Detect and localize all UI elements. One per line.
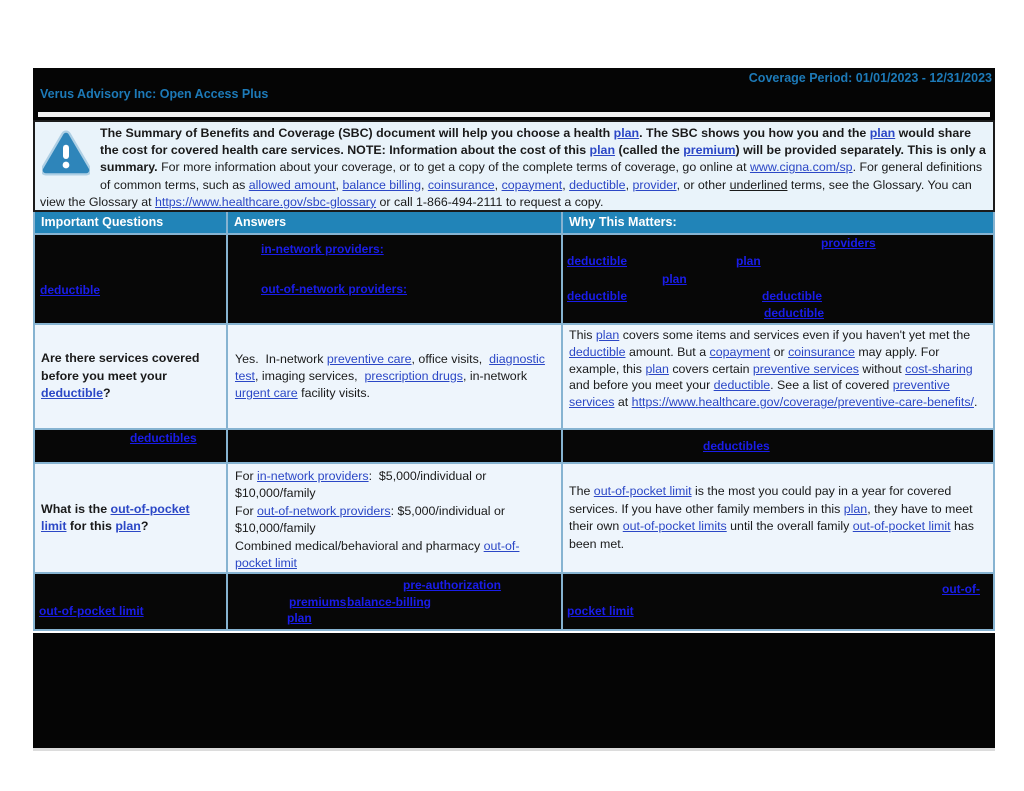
inline-link[interactable]: deductible <box>41 386 103 401</box>
row3-matters-cell <box>563 430 995 464</box>
text-segment: What is the <box>41 501 111 516</box>
text-segment: Are there services covered before you meet your <box>41 351 200 383</box>
text-segment: , <box>420 177 428 192</box>
row2-question-text <box>35 350 226 403</box>
text-segment: . The SBC shows you how you and the <box>639 126 870 140</box>
text-segment: without <box>858 361 906 376</box>
inline-link[interactable]: allowed amount <box>248 177 336 192</box>
text-segment: underlined <box>729 177 788 192</box>
balance-billing-link[interactable]: balance-billing <box>347 595 432 609</box>
text-segment: : $5,000/individual or $10,000/family <box>235 469 487 501</box>
text-segment: (called the <box>615 143 684 158</box>
column-header-why-this-matters: Why This Matters: <box>563 212 995 235</box>
intro-paragraph <box>35 122 993 211</box>
inline-link[interactable]: copayment <box>501 177 563 192</box>
text-segment: facility visits. <box>297 386 370 401</box>
inline-link[interactable]: cost-sharing <box>905 361 973 376</box>
text-segment: ? <box>102 386 111 401</box>
text-segment: , <box>562 177 570 192</box>
text-segment: until the overall family <box>726 519 853 533</box>
inline-link[interactable]: preventive services <box>569 378 950 410</box>
row5-matters-cell <box>563 574 995 631</box>
warning-icon <box>42 127 90 179</box>
inline-link[interactable]: plan <box>645 361 669 376</box>
out-of-pocket-limit-link-part1[interactable]: out-of- <box>942 582 980 596</box>
text-segment: has been met. <box>569 519 974 551</box>
coverage-period-text: Coverage Period: 01/01/2023 - 12/31/2023 <box>748 71 992 85</box>
plan-link[interactable]: plan <box>736 254 761 268</box>
out-of-pocket-limit-link[interactable]: out-of-pocket limit <box>39 604 144 618</box>
text-segment: ? <box>140 519 149 533</box>
deductible-link[interactable]: deductible <box>567 254 628 268</box>
inline-link[interactable]: urgent care <box>235 386 298 401</box>
inline-link[interactable]: plan <box>589 143 616 158</box>
header-divider-rule <box>38 112 990 117</box>
text-segment: covers certain <box>668 361 753 376</box>
row2-matters-text <box>563 325 993 411</box>
document-header-bar <box>33 68 995 120</box>
text-segment: The <box>569 484 594 498</box>
text-segment: covers some items and services even if you haven't yet met the <box>619 328 971 342</box>
text-segment: , <box>625 177 633 192</box>
row4-matters-cell <box>563 464 995 574</box>
redacted-block <box>33 633 995 751</box>
row3-question-cell <box>35 430 228 464</box>
text-segment: , imaging services, <box>254 368 365 383</box>
pre-authorization-link[interactable]: pre-authorization <box>403 578 501 592</box>
text-segment: for this <box>66 519 116 533</box>
text-segment: . For general definitions of common terms, such as <box>100 160 983 192</box>
row3-answer-cell <box>228 430 563 464</box>
out-of-pocket-limit-link-part2[interactable]: pocket limit <box>567 604 634 618</box>
inline-link[interactable]: premium <box>683 143 736 158</box>
text-segment: , in-network <box>462 368 528 383</box>
inline-link[interactable]: plan <box>115 519 141 533</box>
text-segment: terms, see the Glossary. You can view the Glossary at <box>40 177 972 209</box>
inline-link[interactable]: out-of-pocket limit <box>235 538 520 571</box>
row5-answer-cell <box>228 574 563 631</box>
text-segment: would share the cost for covered health care services. NOTE: Information about the cost of this <box>100 126 971 158</box>
inline-link[interactable]: https://www.healthcare.gov/coverage/preventive-care-benefits/ <box>631 395 974 410</box>
text-segment: Yes. In-network <box>235 351 327 366</box>
inline-link[interactable]: www.cigna.com/sp <box>749 160 853 175</box>
row1-answer-cell <box>228 235 563 325</box>
row1-matters-cell <box>563 235 995 325</box>
column-header-important-questions: Important Questions <box>35 212 228 235</box>
row4-answer-cell <box>228 464 563 574</box>
inline-link[interactable]: deductible <box>713 378 771 393</box>
text-segment: Combined medical/behavioral and pharmacy <box>235 538 484 553</box>
text-segment: : $5,000/individual or $10,000/family <box>235 503 505 536</box>
text-segment: , <box>494 177 502 192</box>
inline-link[interactable]: out-of-pocket limit <box>852 519 951 533</box>
text-segment: may apply. For example, this <box>569 344 940 376</box>
plan-link[interactable]: plan <box>287 611 312 625</box>
text-segment: , <box>335 177 343 192</box>
inline-link[interactable]: https://www.healthcare.gov/sbc-glossary <box>155 194 377 209</box>
deductible-link[interactable]: deductible <box>764 306 825 320</box>
text-segment: at <box>614 395 632 410</box>
in-network-providers-link[interactable]: in-network providers: <box>261 242 384 256</box>
text-segment: or <box>770 344 789 359</box>
inline-link[interactable]: out-of-pocket limit <box>593 484 692 498</box>
inline-link[interactable]: preventive care <box>326 351 412 366</box>
inline-link[interactable]: out-of-network providers <box>257 503 391 518</box>
text-segment: amount. But a <box>625 344 710 359</box>
inline-link[interactable]: balance billing <box>342 177 421 192</box>
deductible-link[interactable]: deductible <box>762 289 823 303</box>
row4-answer-text <box>228 464 561 572</box>
row2-answer-text <box>228 351 561 403</box>
benefits-table <box>33 212 995 631</box>
inline-link[interactable]: provider <box>632 177 677 192</box>
column-header-answers: Answers <box>228 212 563 235</box>
row1-question-cell <box>35 235 228 325</box>
row5-question-cell <box>35 574 228 631</box>
text-segment: For <box>235 469 258 483</box>
sbc-intro-box <box>33 120 995 212</box>
out-of-network-providers-link[interactable]: out-of-network providers: <box>261 282 407 296</box>
row2-matters-cell <box>563 325 995 430</box>
inline-link[interactable]: in-network providers <box>257 469 369 483</box>
plan-name-text: Verus Advisory Inc: Open Access Plus <box>40 87 269 101</box>
inline-link[interactable]: coinsurance <box>788 344 855 359</box>
deductibles-link[interactable]: deductibles <box>130 431 197 445</box>
text-segment: and before you meet your <box>569 378 714 393</box>
inline-link[interactable]: coinsurance <box>427 177 495 192</box>
inline-link[interactable]: plan <box>613 126 640 140</box>
text-segment: . See a list of covered <box>770 378 893 393</box>
inline-link[interactable]: plan <box>869 126 896 140</box>
row2-question-cell <box>35 325 228 430</box>
row2-answer-cell <box>228 325 563 430</box>
inline-link[interactable]: preventive services <box>752 361 859 376</box>
plan-link[interactable]: plan <box>662 272 687 286</box>
providers-link[interactable]: providers <box>821 236 876 250</box>
deductible-link[interactable]: deductible <box>567 289 628 303</box>
text-segment: ) will be provided separately. This is only a summary. <box>100 143 986 175</box>
text-segment: , they have to meet their own <box>569 501 973 533</box>
deductibles-link[interactable]: deductibles <box>703 439 770 453</box>
text-segment: or call 1-866-494-2111 to request a copy. <box>376 194 604 209</box>
inline-link[interactable]: prescription drugs <box>364 368 463 383</box>
row4-question-cell <box>35 464 228 574</box>
text-segment: For <box>235 503 258 518</box>
text-segment: The Summary of Benefits and Coverage (SBC) document will help you choose a health <box>100 126 614 140</box>
text-segment: is the most you could pay in a year for covered services. If you have other family members in this <box>569 484 952 516</box>
intro-rich-text <box>40 126 986 209</box>
text-segment: , office visits, <box>411 351 490 366</box>
text-segment: . <box>973 395 978 410</box>
inline-link[interactable]: copayment <box>709 344 771 359</box>
text-segment: This <box>569 328 596 342</box>
inline-link[interactable]: deductible <box>569 177 626 192</box>
inline-link[interactable]: plan <box>843 501 868 516</box>
text-segment: , or other <box>676 177 730 192</box>
inline-link[interactable]: out-of-pocket limits <box>622 519 727 533</box>
row4-matters-text <box>563 483 993 553</box>
premiums-link[interactable]: premiums <box>289 595 347 609</box>
text-segment: For more information about your coverage, or to get a copy of the complete terms of coverage, go online at <box>161 160 750 175</box>
deductible-link[interactable]: deductible <box>40 283 101 297</box>
inline-link[interactable]: out-of-pocket limit <box>41 501 190 533</box>
inline-link[interactable]: diagnostic test <box>235 351 545 383</box>
row4-question-text <box>35 501 226 536</box>
inline-link[interactable]: deductible <box>569 344 626 359</box>
inline-link[interactable]: plan <box>595 328 620 342</box>
